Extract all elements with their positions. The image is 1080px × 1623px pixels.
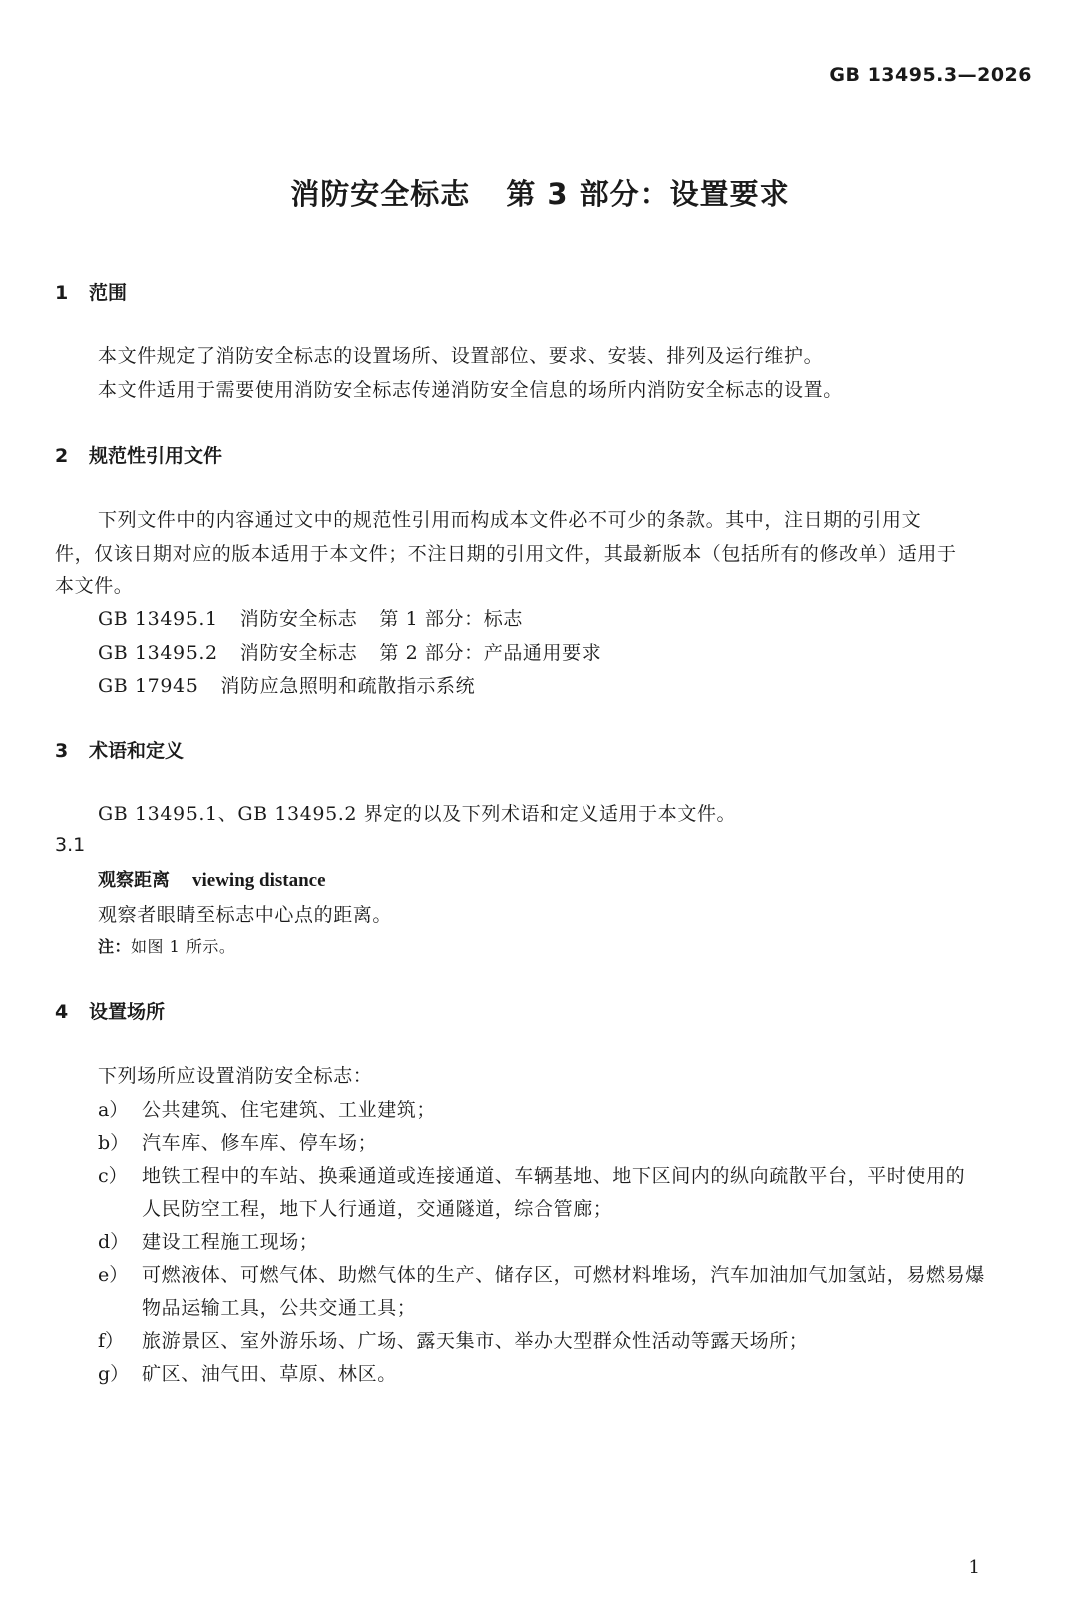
title-part-1: 消防安全标志 xyxy=(290,177,471,211)
list-text: 矿区、油气田、草原、林区。 xyxy=(142,1363,397,1385)
paragraph: 下列场所应设置消防安全标志： xyxy=(98,1065,373,1087)
note-label: 注： xyxy=(98,937,132,956)
reference-title: 消防安全标志 xyxy=(239,642,358,664)
term-entry xyxy=(98,866,326,892)
list-marker: f） xyxy=(98,1330,125,1352)
list-marker: g） xyxy=(98,1363,130,1385)
page-number: 1 xyxy=(968,1557,980,1578)
reference-title: 消防安全标志 xyxy=(239,608,358,630)
section-number: 4 xyxy=(55,1001,69,1023)
section-number: 3 xyxy=(55,740,69,762)
list-text: 公共建筑、住宅建筑、工业建筑； xyxy=(142,1099,437,1121)
section-title: 规范性引用文件 xyxy=(89,445,223,467)
paragraph: 本文件规定了消防安全标志的设置场所、设置部位、要求、安装、排列及运行维护。 xyxy=(98,345,824,367)
list-text: 建设工程施工现场； xyxy=(142,1231,319,1253)
paragraph: 本文件适用于需要使用消防安全标志传递消防安全信息的场所内消防安全标志的设置。 xyxy=(98,379,843,401)
paragraph: GB 13495.1、GB 13495.2 界定的以及下列术语和定义适用于本文件。 xyxy=(98,803,737,825)
paragraph-line: 件，仅该日期对应的版本适用于本文件；不注日期的引用文件，其最新版本（包括所有的修改单）适用于 xyxy=(55,543,957,565)
term-chinese: 观察距离 xyxy=(98,870,170,891)
list-text: 人民防空工程，地下人行通道，交通隧道，综合管廊； xyxy=(142,1198,613,1220)
title-part-2: 第 3 部分：设置要求 xyxy=(506,177,790,211)
list-text: 地铁工程中的车站、换乘通道或连接通道、车辆基地、地下区间内的纵向疏散平台，平时使用的 xyxy=(142,1165,966,1187)
section-number: 2 xyxy=(55,445,69,467)
section-title: 范围 xyxy=(89,282,128,304)
term-number: 3.1 xyxy=(55,834,86,856)
list-text: 物品运输工具，公共交通工具； xyxy=(142,1297,417,1319)
section-title: 术语和定义 xyxy=(89,740,185,762)
list-text: 可燃液体、可燃气体、助燃气体的生产、储存区，可燃材料堆场，汽车加油加气加氢站，易燃易爆 xyxy=(142,1264,985,1286)
reference-part: 第 1 部分：标志 xyxy=(379,608,523,630)
section-4-heading xyxy=(55,997,165,1024)
list-marker: c） xyxy=(98,1165,128,1187)
list-marker: a） xyxy=(98,1099,129,1121)
term-note xyxy=(98,934,235,957)
note-text: 如图 1 所示。 xyxy=(131,937,236,956)
reference-item xyxy=(98,638,601,665)
section-number: 1 xyxy=(55,282,69,304)
list-marker: d） xyxy=(98,1231,130,1253)
list-text: 旅游景区、室外游乐场、广场、露天集市、举办大型群众性活动等露天场所； xyxy=(142,1330,809,1352)
term-english: viewing distance xyxy=(192,870,326,891)
paragraph-line: 下列文件中的内容通过文中的规范性引用而构成本文件必不可少的条款。其中，注日期的引用文 xyxy=(98,509,922,531)
paragraph-line: 本文件。 xyxy=(55,575,134,597)
section-2-heading xyxy=(55,441,222,468)
list-marker: b） xyxy=(98,1132,130,1154)
reference-item xyxy=(98,671,475,698)
list-marker: e） xyxy=(98,1264,129,1286)
reference-code: GB 13495.2 xyxy=(98,642,218,664)
section-title: 设置场所 xyxy=(89,1001,166,1023)
list-text: 汽车库、修车库、停车场； xyxy=(142,1132,378,1154)
reference-item xyxy=(98,604,523,631)
standard-number: GB 13495.3—2026 xyxy=(829,64,1032,86)
section-3-heading xyxy=(55,736,184,763)
reference-code: GB 17945 xyxy=(98,675,199,697)
reference-code: GB 13495.1 xyxy=(98,608,218,630)
reference-part: 第 2 部分：产品通用要求 xyxy=(379,642,602,664)
term-definition: 观察者眼睛至标志中心点的距离。 xyxy=(98,904,393,926)
reference-title: 消防应急照明和疏散指示系统 xyxy=(220,675,476,697)
document-title xyxy=(0,172,1080,213)
section-1-heading xyxy=(55,278,127,305)
